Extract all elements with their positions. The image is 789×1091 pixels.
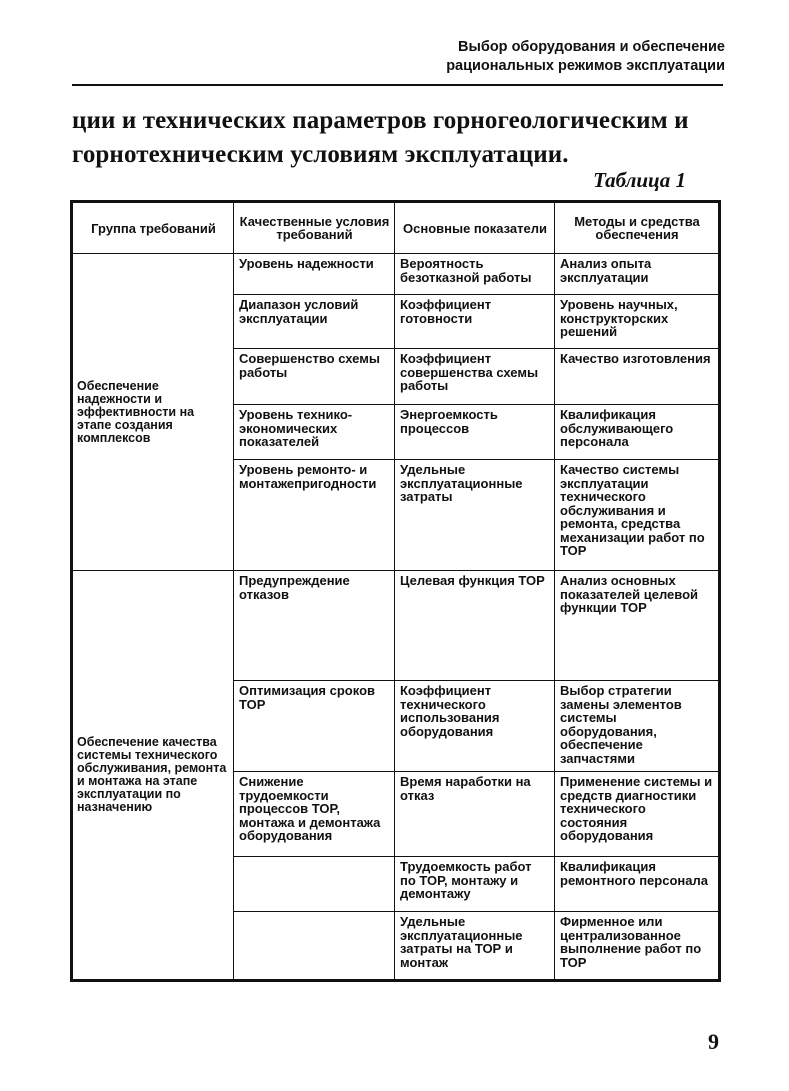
header-methods: Методы и средства обеспечения (555, 202, 720, 254)
group-cell: Обеспечение надежности и эффективности на этапе создания комплексов (72, 254, 234, 571)
group-cell: Обеспечение качества системы технического обслуживания, ремонта и монтажа на этапе эксплуатации по назначению (72, 571, 234, 981)
table-cell: Квалификация ремонтного персонала (555, 857, 720, 912)
table-cell (234, 857, 395, 912)
table-cell: Предупреждение отказов (234, 571, 395, 681)
table-cell: Удельные эксплуатационные затраты (395, 460, 555, 571)
table-cell: Вероятность безотказной работы (395, 254, 555, 295)
table-cell: Уровень надежности (234, 254, 395, 295)
table-cell: Уровень технико-экономических показателей (234, 405, 395, 460)
running-head-line-1: Выбор оборудования и обеспечение (458, 39, 725, 55)
table-cell: Фирменное или централизованное выполнение работ по ТОР (555, 912, 720, 981)
table-cell: Уровень научных, конструкторских решений (555, 295, 720, 349)
table-cell: Снижение трудоемкости процессов ТОР, монтажа и демонтажа оборудования (234, 772, 395, 857)
table-cell: Время наработки на отказ (395, 772, 555, 857)
requirements-table (70, 200, 721, 982)
table-cell: Диапазон условий эксплуатации (234, 295, 395, 349)
table-cell: Анализ опыта эксплуатации (555, 254, 720, 295)
table-cell (234, 912, 395, 981)
table-cell: Трудоемкость работ по ТОР, монтажу и демонтажу (395, 857, 555, 912)
table-row (72, 571, 720, 681)
table-header-row (72, 202, 720, 254)
table-cell: Энергоемкость процессов (395, 405, 555, 460)
table-cell: Выбор стратегии замены элементов системы оборудования, обеспечение запчастями (555, 681, 720, 772)
table-cell: Коэффициент технического использования оборудования (395, 681, 555, 772)
running-head-line-2: рациональных режимов эксплуатации (446, 58, 725, 74)
table-caption: Таблица 1 (593, 168, 686, 192)
header-rule (72, 84, 723, 86)
header-group: Группа требований (72, 202, 234, 254)
table-cell: Применение системы и средств диагностики технического состояния оборудования (555, 772, 720, 857)
table-cell: Качество системы эксплуатации технического обслуживания и ремонта, средства механизации работ по ТОР (555, 460, 720, 571)
page-number: 9 (708, 1029, 719, 1054)
table-cell: Уровень ремонто- и монтажепригодности (234, 460, 395, 571)
table-cell: Коэффициент готовности (395, 295, 555, 349)
running-head (305, 38, 725, 76)
table-row (72, 254, 720, 295)
table-cell: Коэффициент совершенства схемы работы (395, 349, 555, 405)
table-cell: Удельные эксплуатационные затраты на ТОР и монтаж (395, 912, 555, 981)
table-cell: Квалификация обслуживающего персонала (555, 405, 720, 460)
header-indicators: Основные показатели (395, 202, 555, 254)
table-cell: Качество изготовления (555, 349, 720, 405)
intro-paragraph: ции и технических параметров горногеологическим и горнотехническим условиям эксплуатации. (72, 107, 689, 168)
header-conditions: Качественные условия требований (234, 202, 395, 254)
table-cell: Совершенство схемы работы (234, 349, 395, 405)
table-cell: Анализ основных показателей целевой функции ТОР (555, 571, 720, 681)
table-cell: Целевая функция ТОР (395, 571, 555, 681)
table-cell: Оптимизация сроков ТОР (234, 681, 395, 772)
